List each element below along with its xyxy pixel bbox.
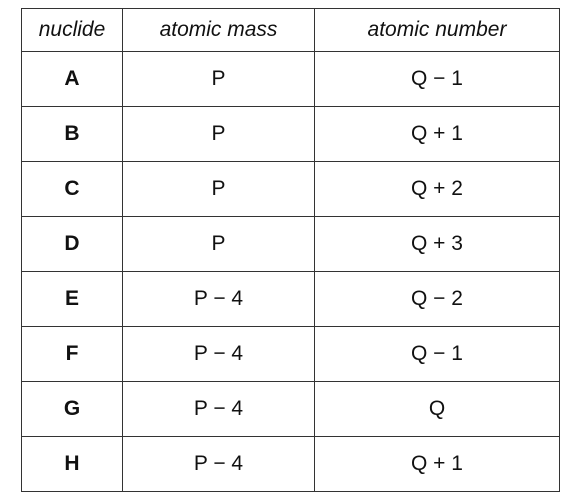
atomic-mass-cell: P [123,52,315,107]
header-row [22,9,560,52]
nuclide-label: D [22,217,123,272]
atomic-number-cell: Q − 1 [315,52,560,107]
atomic-number-cell: Q + 1 [315,437,560,492]
atomic-mass-cell: P [123,162,315,217]
header-atomic-number: atomic number [315,9,560,52]
nuclide-label: G [22,382,123,437]
table-row [22,327,560,382]
table-row [22,162,560,217]
nuclide-label: C [22,162,123,217]
nuclide-table [21,8,560,492]
nuclide-label: B [22,107,123,162]
atomic-number-cell: Q + 2 [315,162,560,217]
header-nuclide: nuclide [22,9,123,52]
nuclide-label: E [22,272,123,327]
atomic-number-cell: Q − 2 [315,272,560,327]
atomic-number-cell: Q + 3 [315,217,560,272]
atomic-mass-cell: P − 4 [123,437,315,492]
atomic-number-cell: Q − 1 [315,327,560,382]
header-atomic-mass: atomic mass [123,9,315,52]
atomic-mass-cell: P − 4 [123,327,315,382]
nuclide-label: A [22,52,123,107]
atomic-mass-cell: P − 4 [123,272,315,327]
atomic-mass-cell: P [123,107,315,162]
table-row [22,437,560,492]
nuclide-label: F [22,327,123,382]
table-row [22,217,560,272]
atomic-number-cell: Q + 1 [315,107,560,162]
nuclide-label: H [22,437,123,492]
table-row [22,107,560,162]
atomic-mass-cell: P [123,217,315,272]
atomic-mass-cell: P − 4 [123,382,315,437]
table-row [22,272,560,327]
table-row [22,52,560,107]
atomic-number-cell: Q [315,382,560,437]
table-row [22,382,560,437]
